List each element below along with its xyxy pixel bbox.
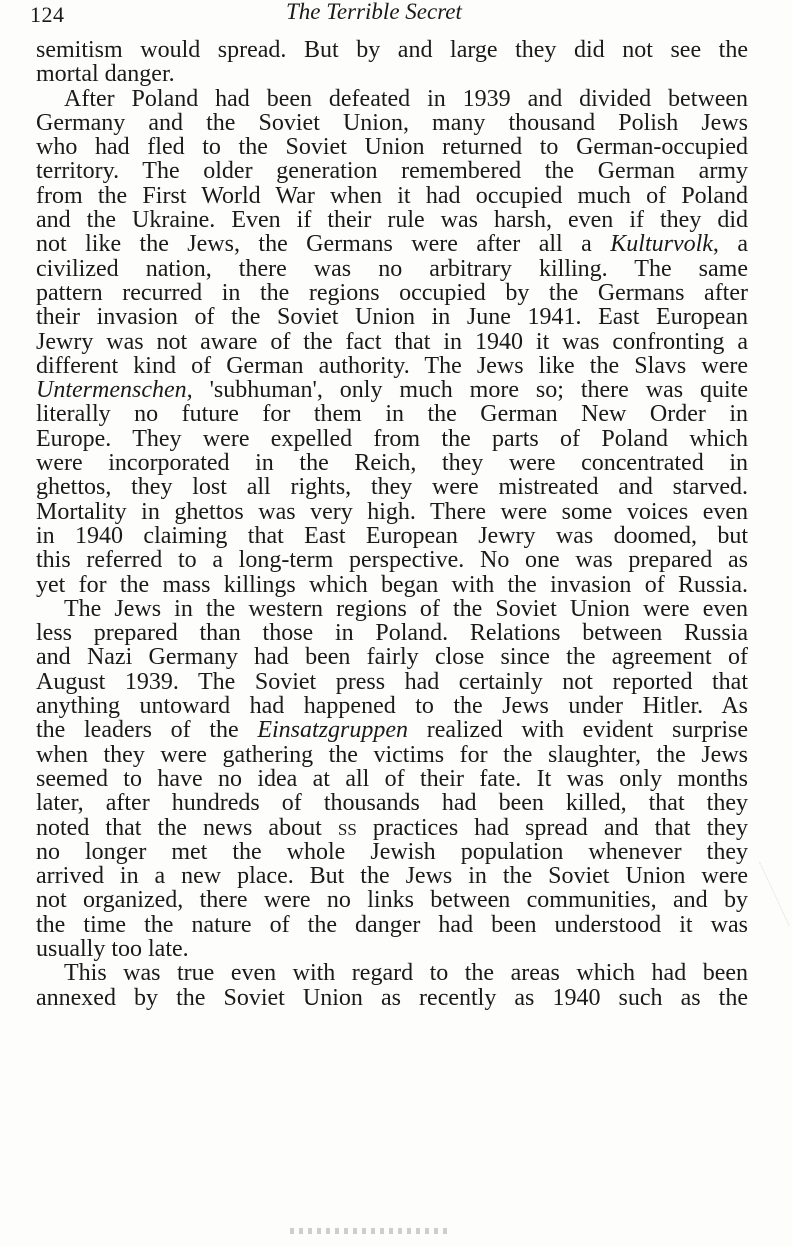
text-line: [36, 816, 748, 840]
text-fragment: noted that the news about: [36, 814, 322, 841]
text-line: Mortality in ghettos was very high. There were some voices even: [36, 498, 748, 525]
body-text: [36, 38, 756, 1010]
text-line: pattern recurred in the regions occupied by the Germans after: [36, 279, 748, 306]
text-line: literally no future for them in the German New Order in: [36, 401, 748, 428]
text-fragment: 'subhuman', only much more so; there was quite: [209, 377, 748, 404]
scan-edge-mark: [759, 854, 792, 925]
text-line: from the First World War when it had occupied much of Poland: [36, 182, 748, 209]
text-line: territory. The older generation remembered the German army: [36, 158, 748, 185]
text-line: [36, 232, 748, 256]
small-caps-term: ss: [337, 814, 357, 841]
text-line: ghettos, they lost all rights, they were mistreated and starved.: [36, 474, 748, 501]
text-line: not organized, there were no links between communities, and by: [36, 887, 748, 914]
text-line: less prepared than those in Poland. Relations between Russia: [36, 620, 748, 647]
italic-term: Untermenschen,: [36, 377, 193, 404]
text-line: Germany and the Soviet Union, many thousand Polish Jews: [36, 109, 748, 136]
text-fragment: not like the Jews, the Germans were after all a: [36, 231, 592, 258]
running-head: The Terrible Secret: [286, 0, 462, 24]
text-line: anything untoward had happened to the Jews under Hitler. As: [36, 693, 748, 720]
text-line: Jewry was not aware of the fact that in 1940 it was confronting a: [36, 328, 748, 355]
italic-term: Einsatzgruppen: [257, 717, 409, 744]
text-line: later, after hundreds of thousands had been killed, that they: [36, 790, 748, 817]
text-line: mortal danger.: [36, 61, 175, 88]
text-fragment: the leaders of the: [36, 717, 239, 744]
text-line: [36, 378, 748, 402]
text-line: This was true even with regard to the areas which had been: [64, 960, 748, 987]
text-fragment: practices had spread and that they: [372, 814, 749, 841]
text-line: The Jews in the western regions of the Soviet Union were even: [64, 595, 748, 622]
text-line: annexed by the Soviet Union as recently as 1940 such as the: [36, 984, 748, 1011]
page-number: 124: [30, 2, 65, 27]
text-fragment: realized with evident surprise: [426, 717, 748, 744]
text-fragment: , a: [712, 231, 749, 258]
text-line: no longer met the whole Jewish population whenever they: [36, 838, 748, 865]
text-line: August 1939. The Soviet press had certainly not reported that: [36, 668, 748, 695]
page-header: [30, 0, 770, 32]
text-line: different kind of German authority. The Jews like the Slavs were: [36, 352, 748, 379]
text-line: when they were gathering the victims for the slaughter, the Jews: [36, 741, 748, 768]
text-line: arrived in a new place. But the Jews in the Soviet Union were: [36, 863, 748, 890]
text-line: Europe. They were expelled from the parts of Poland which: [36, 425, 748, 452]
text-line: their invasion of the Soviet Union in June 1941. East European: [36, 304, 748, 331]
italic-term: Kulturvolk: [610, 231, 713, 258]
text-line: and Nazi Germany had been fairly close since the agreement of: [36, 644, 748, 671]
text-line: [36, 718, 748, 742]
scan-smudge: [290, 1228, 450, 1234]
text-line: who had fled to the Soviet Union returned to German-occupied: [36, 134, 748, 161]
text-line: seemed to have no idea at all of their fate. It was only months: [36, 765, 748, 792]
text-line: in 1940 claiming that East European Jewry was doomed, but: [36, 522, 748, 549]
text-line: semitism would spread. But by and large they did not see the: [36, 37, 748, 63]
text-line: were incorporated in the Reich, they were concentrated in: [36, 450, 748, 477]
text-line: and the Ukraine. Even if their rule was harsh, even if they did: [36, 207, 748, 234]
text-line: the time the nature of the danger had been understood it was: [36, 911, 748, 938]
text-line: civilized nation, there was no arbitrary killing. The same: [36, 255, 748, 282]
text-line: usually too late.: [36, 935, 189, 962]
text-line: yet for the mass killings which began with the invasion of Russia.: [36, 571, 748, 598]
text-line: this referred to a long-term perspective. No one was prepared as: [36, 547, 748, 574]
text-line: After Poland had been defeated in 1939 and divided between: [64, 85, 748, 112]
